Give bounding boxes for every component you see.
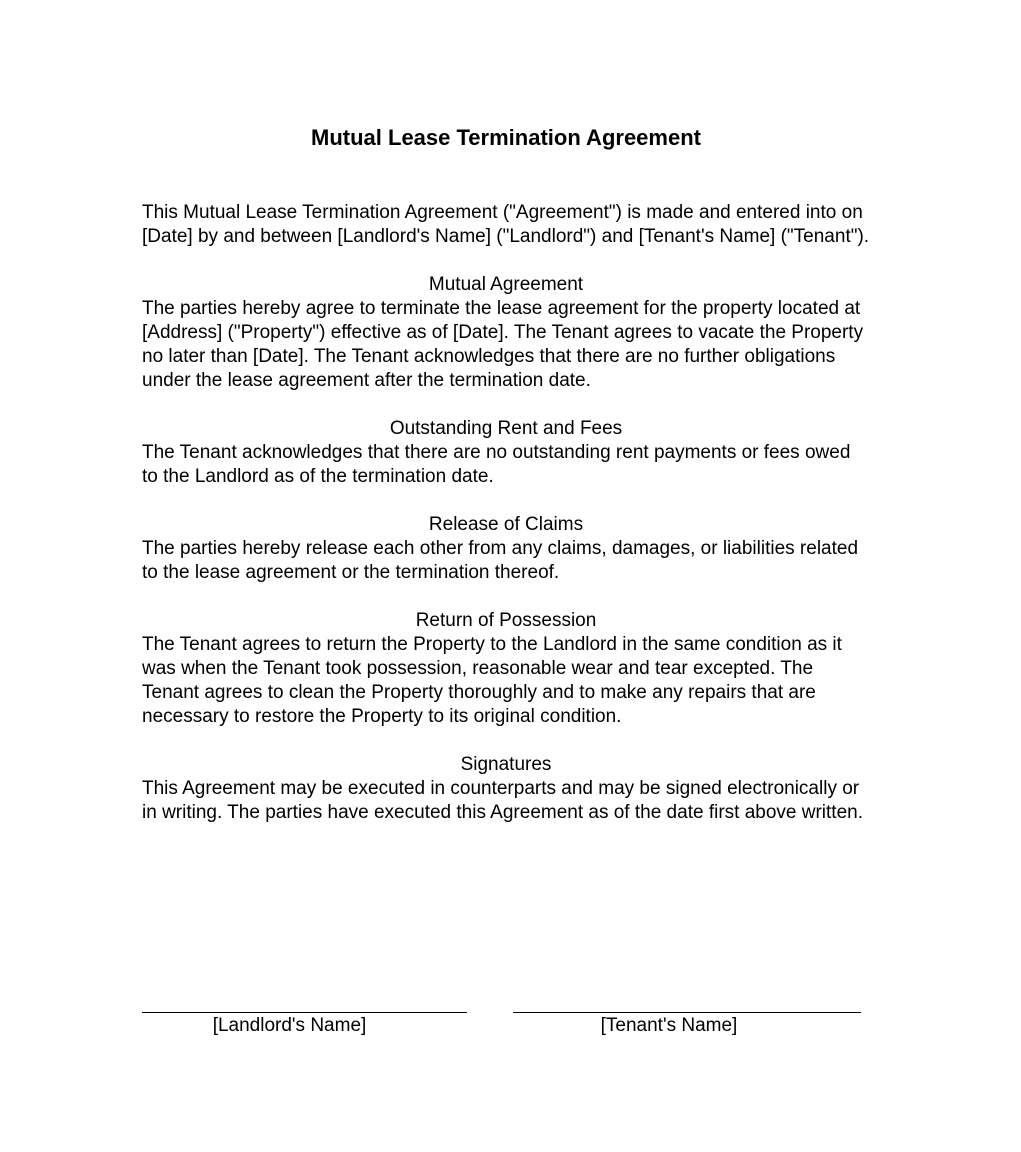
section-signatures — [142, 753, 870, 825]
section-mutual-agreement — [142, 273, 870, 393]
section-heading: Signatures — [460, 754, 552, 775]
section-body: The Tenant agrees to return the Property to the Landlord in the same condition as it was when the Tenant took possession, reasonable wear and tear excepted. The Tenant agrees to clean the Property thoroughly and to make any repairs that are necessary to restore the Property to its original condition. — [142, 634, 842, 727]
section-heading: Return of Possession — [415, 610, 597, 631]
section-body: The Tenant acknowledges that there are no outstanding rent payments or fees owed to the Landlord as of the termination date. — [142, 442, 851, 487]
landlord-name-label: [Landlord's Name] — [212, 1015, 367, 1036]
section-release-of-claims — [142, 513, 870, 585]
landlord-signature-block — [142, 1012, 467, 1038]
document-body — [142, 201, 870, 849]
section-heading: Outstanding Rent and Fees — [389, 418, 623, 439]
section-body: This Agreement may be executed in counterparts and may be signed electronically or in writing. The parties have executed this Agreement as of the date first above written. — [142, 778, 863, 823]
section-heading: Mutual Agreement — [428, 274, 584, 295]
section-body: The parties hereby release each other from any claims, damages, or liabilities related to the lease agreement or the termination thereof. — [142, 538, 859, 583]
section-heading: Release of Claims — [428, 514, 584, 535]
document-title: Mutual Lease Termination Agreement — [311, 125, 701, 150]
tenant-signature-line — [513, 1012, 861, 1013]
section-outstanding-rent — [142, 417, 870, 489]
landlord-signature-line — [142, 1012, 467, 1013]
tenant-signature-block — [513, 1012, 861, 1038]
tenant-name-label: [Tenant's Name] — [600, 1015, 738, 1036]
section-return-of-possession — [142, 609, 870, 729]
intro-paragraph: This Mutual Lease Termination Agreement ("Agreement") is made and entered into on [Date] by and between [Landlord's Name] ("Landlord") and [Tenant's Name] ("Tenant"). — [142, 202, 870, 247]
section-body: The parties hereby agree to terminate the lease agreement for the property located at [Address] ("Property") effective as of [Date]. The Tenant agrees to vacate the Property no later than [Date]. The Tenant acknowledges that there are no further obligations under the lease agreement after the termination date. — [142, 298, 864, 391]
